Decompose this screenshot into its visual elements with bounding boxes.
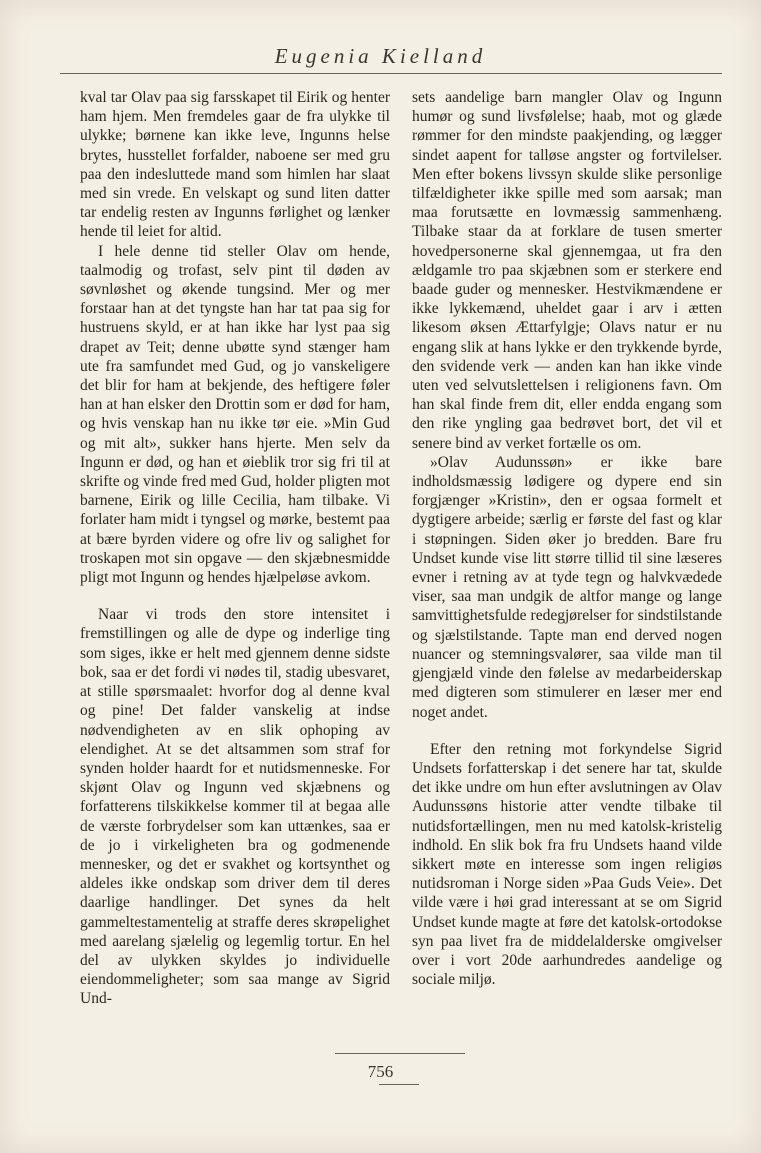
page-number-underline xyxy=(379,1084,419,1085)
paragraph: sets aandelige barn mangler Olav og Ingunn humør og sund livsfølelse; haab, mot og glæde rømmer for den mindste paakjending, og lægger sindet aapent for talløse angster og fortvilelser. Men efter bokens livssyn skulde slike personlige tilfældigheter ikke spille med som aarsak; man maa forutsætte en lovmæssig sammenhæng. Tilbake staar da at forklare de tusen smerter hovedpersonerne skal gjennemgaa, ut fra den ældgamle tro paa skjæbnen som er sterkere end baade guder og mennesker. Hestvikmændene er ikke lykkemænd, uheldet gaar i arv i ætten likesom øksen Ættarfylgje; Olavs natur er nu engang slik at hans lykke er den trykkende byrde, den svidende verk — anden kan han ikke vinde uten ved selvutslettelsen i religionens favn. Om han skal finde frem dit, eller endda engang som den rike yngling gaa bedrøvet bort, det vil et senere bind av verket fortælle os om. xyxy=(412,89,722,452)
paragraph: Efter den retning mot forkyndelse Sigrid Undsets forfatterskap i det senere har tat, skulde det ikke undre om hun efter avslutningen av Olav Audunssøns historie atter vendte tilbake til nutidsfortællingen, men nu med katolsk-kristelig indhold. En slik bok fra fru Undsets haand vilde sikkert møte en interesse som ingen religiøs nutidsroman i Norge siden »Paa Guds Veie». Det vilde være i høi grad interessant at se om Sigrid Undset kunde magte at føre det katolsk-ortodokse syn paa livet fra de middelalderske omgivelser over i vort 20de aarhundredes aandelige og sociale miljø. xyxy=(412,740,722,989)
footer-rule xyxy=(335,1053,465,1054)
running-head: Eugenia Kielland xyxy=(274,44,487,68)
right-column xyxy=(412,88,722,989)
paragraph: kval tar Olav paa sig farsskapet til Eirik og henter ham hjem. Men fremdeles gaar de fra ulykke til ulykke; børnene kan ikke leve, Ingunns helse brytes, husstellet forfalder, naboene ser med gru paa den indesluttede mand som himlen har slaat med sin vrede. En velskapt og sund liten datter tar endelig resten av Ingunns førlighet og lænker hende til leiet for altid. xyxy=(80,89,390,241)
paragraph: Naar vi trods den store intensitet i fremstillingen og alle de dype og inderlige ting som siges, ikke er helt med gjennem denne sidste bok, saa er det fordi vi nødes til, stadig ubesvaret, at stille spørsmaalet: hvorfor dog al denne kval og pine! Det falder vanskelig at indse nødvendigheten av en slik ophoping av elendighet. At se det altsammen som straf for synden holder haardt for et nutidsmenneske. For skjønt Olav og Ingunn ved skjæbnens og forfatterens tilskikkelse kommer til at begaa alle de værste forbrydelser som kan uttænkes, saa er de jo i virkeligheten bra og godmenende mennesker, og det er svakhet og kortsynthet og aldeles ikke ondskap som driver dem til deres daarlige handlinger. Det synes da helt gammeltestamentelig at straffe deres skrøpelighet med aarelang sjælelig og legemlig tortur. En hel del av ulykken skyldes jo individuelle eiendommeligheter; som saa mange av Sigrid Und- xyxy=(80,606,390,1008)
paragraph: I hele denne tid steller Olav om hende, taalmodig og trofast, selv pint til døden av søvnløshet og økende tungsind. Mer og mer forstaar han at det tyngste han har tat paa sig for hustruens skyld, er at han ikke har lyst paa sig drapet av Teit; denne ubøtte synd stænger ham ute fra samfundet med Gud, og jo vanskeligere det blir for ham at bekjende, des heftigere føler han at han elsker den Drottin som er død for ham, og hvis venskap han nu ikke tør eie. »Min Gud og mit alt», sukker hans hjerte. Men selv da Ingunn er død, og han et øieblik tror sig fri til at skrifte og vinde fred med Gud, holder pligten mot barnene, Eirik og lille Cecilia, ham tilbake. Vi forlater ham midt i tyngsel og mørke, bestemt paa at bære byrden videre og ofre liv og salighet for troskapen mot sin opgave — den skjæbnesmidde pligt mot Ingunn og hendes hjælpeløse avkom. xyxy=(80,242,390,587)
page-number: 756 xyxy=(367,1062,394,1081)
left-column xyxy=(80,88,390,1009)
paragraph: »Olav Audunssøn» er ikke bare indholdsmæssig lødigere og dypere end sin forgjænger »Kristin», den er ogsaa formelt et dygtigere arbeide; særlig er første del fast og klar i støpningen. Siden øker jo bredden. Bare fru Undset kunde vise litt større tillid til sine læseres evner i retning av at tyde tegn og halvkvædede viser, saa man undgik de altfor mange og lange samvittighetsfulde redegjørelser for sindstilstande og sjælstilstande. Tapte man end derved nogen nuancer og stemningsvalører, saa vilde man til gjengjæld vinde den følelse av medarbeiderskap med digteren som stimulerer en læser mer end noget andet. xyxy=(412,453,722,721)
header-rule xyxy=(60,73,722,74)
